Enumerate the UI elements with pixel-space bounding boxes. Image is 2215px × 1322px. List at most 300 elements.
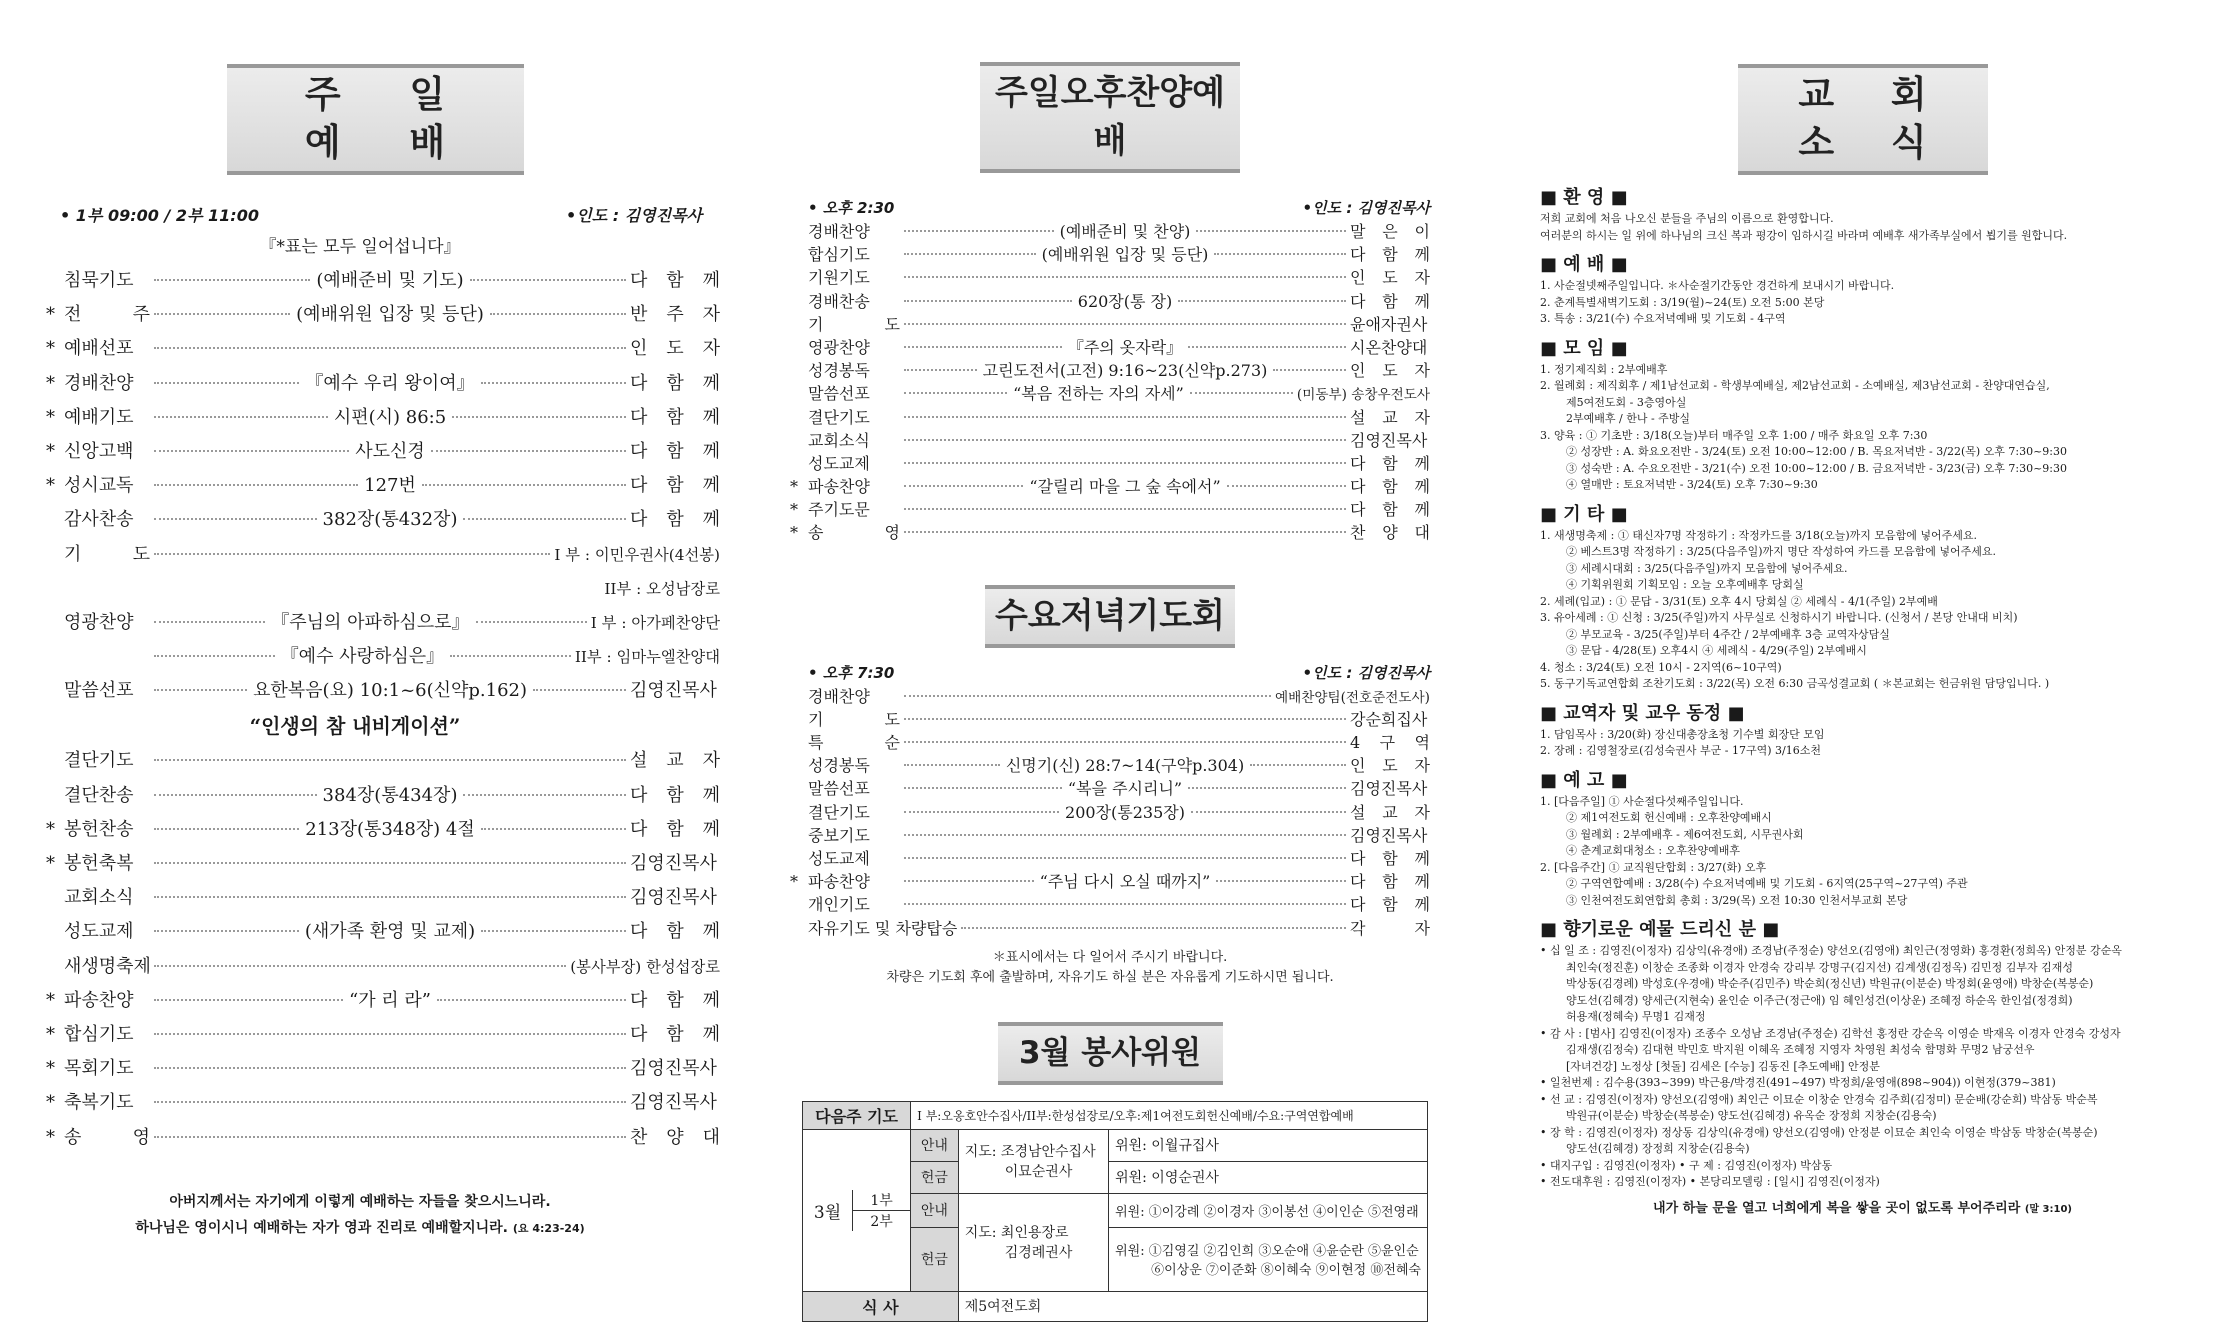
order-person: I 부 : 이민우권사(4선봉) xyxy=(554,545,720,564)
news-line: 2. 장례 : 김영철장로(김성숙권사 부군 - 17구역) 3/16소천 xyxy=(1540,744,1821,757)
order-label xyxy=(46,367,150,401)
order-row xyxy=(790,824,1430,847)
order-row xyxy=(30,744,720,778)
afternoon-time: • 오후 2:30 xyxy=(808,199,895,217)
sunday-service-column xyxy=(30,0,720,1240)
news-line: 박상동(김경례) 박성호(우경애) 박순주(김민주) 박순희(정신년) 박원규(이분순) 박정회(윤영애) 박창순(복봉순) xyxy=(1566,977,2094,990)
news-line: 허용재(정혜숙) 무명1 김재정 xyxy=(1566,1010,1706,1023)
order-content: 요한복음(요) 10:1~6(신약p.162) xyxy=(252,680,528,702)
order-label-text: 신앙고백 xyxy=(64,440,134,462)
order-label xyxy=(808,777,900,800)
order-content: 『예수 사랑하심은』 xyxy=(280,646,445,668)
news-line: ② 베스트3명 작정하기 : 3/25(다음주일)까지 명단 작성하여 카드를 모음함에 넣어주세요. xyxy=(1566,545,1996,558)
order-label-text: 말씀선포 xyxy=(64,680,134,702)
order-row xyxy=(790,801,1430,824)
p1-leader-2: 이묘순권사 xyxy=(1004,1164,1073,1181)
stand-marker: * xyxy=(46,440,55,462)
order-content: 『주의 옷자락』 xyxy=(1067,337,1183,357)
stand-marker: * xyxy=(46,1023,55,1045)
order-label-text: 봉헌찬송 xyxy=(64,818,134,840)
order-label-text: 기 도 xyxy=(808,709,900,729)
news-line: 양도선(김혜경) 양세근(지현숙) 윤인순 이주근(정근애) 임 혜인성건(이상운) 조혜정 하순옥 한인섭(정경희) xyxy=(1566,993,2073,1007)
order-person: 다 함 께 xyxy=(630,406,721,428)
order-person: 인 도 자 xyxy=(630,338,720,360)
order-content: “갈릴리 마을 그 숲 속에서” xyxy=(1029,477,1221,497)
volunteers-table xyxy=(802,1101,1428,1322)
news-line: ② 구역연합예배 : 3/28(수) 수요저녁예배 및 기도회 - 6지역(25구역~27구역) 주관 xyxy=(1566,877,1968,890)
order-label-text: 파송찬양 xyxy=(808,872,870,892)
order-label xyxy=(808,243,900,266)
footer-verse-2: 하나님은 영이시니 예배하는 자가 영과 진리로 예배할지니라. xyxy=(135,1219,509,1236)
sermon-title: “인생의 참 내비게이션” xyxy=(249,714,461,739)
order-row xyxy=(790,336,1430,359)
order-label-text: 성도교제 xyxy=(64,921,134,943)
order-person: 설 교 자 xyxy=(630,750,720,772)
order-label xyxy=(64,503,150,537)
order-row xyxy=(30,572,720,606)
stand-marker: * xyxy=(46,304,55,326)
order-person: 인 도 자 xyxy=(1350,268,1430,288)
news-line: 2. 세례(입교) : ① 문답 - 3/31(토) 오후 4시 당회실 ② 세례식 - 4/1(주일) 2부예배 xyxy=(1540,594,1938,608)
order-row xyxy=(790,359,1430,382)
stand-note: 『*표는 모두 일어섭니다』 xyxy=(259,237,461,257)
order-row xyxy=(30,984,720,1018)
news-line: ② 제1여전도회 헌신예배 : 오후찬양예배시 xyxy=(1566,811,1772,824)
order-row xyxy=(30,1052,720,1086)
order-person: 찬 양 대 xyxy=(630,1126,720,1148)
wednesday-order-list xyxy=(790,685,1430,940)
order-person: 다 함 께 xyxy=(1350,477,1431,497)
order-label-text: 교회소식 xyxy=(808,430,870,450)
order-person: 다 함 께 xyxy=(1350,453,1430,473)
order-label xyxy=(808,754,900,777)
order-content: 고린도전서(고전) 9:16~23(신약p.273) xyxy=(982,361,1268,381)
offering-label-1: 헌금 xyxy=(911,1161,959,1193)
order-person: 김영진목사 xyxy=(630,680,717,702)
p2-guide: 위원: ①이강례 ②이경자 ③이봉선 ④이인순 ⑤전영래 xyxy=(1109,1193,1428,1227)
order-label-text: 주기도문 xyxy=(808,500,870,520)
order-person: 다 함 께 xyxy=(630,270,720,291)
order-content: (예배준비 및 기도) xyxy=(316,270,464,291)
order-label xyxy=(64,744,150,778)
order-label xyxy=(808,313,900,336)
order-row xyxy=(790,893,1430,916)
order-label xyxy=(46,1052,150,1086)
order-label xyxy=(64,779,150,813)
stand-marker: * xyxy=(46,372,55,394)
order-content: 200장(통235장) xyxy=(1065,802,1185,822)
church-news-title: 교 회 소 식 xyxy=(1738,64,1988,175)
p2-leader: 지도: 최인용장로 xyxy=(964,1225,1069,1242)
stand-marker: * xyxy=(46,406,55,428)
order-row xyxy=(790,290,1430,313)
order-person: 김영진목사 xyxy=(630,887,717,909)
news-line: • 십 일 조 : 김영진(이정자) 김상익(유경애) 조경남(주정순) 양선오(김영애) 최인근(정영화) 홍경환(정희옥) 안정분 강순옥 xyxy=(1540,944,2122,957)
order-label-text: 기 도 xyxy=(808,314,900,334)
sunday-leader: •인도 : 김영진목사 xyxy=(566,206,702,225)
order-label-text: 기원기도 xyxy=(808,268,870,288)
news-line: 최인숙(정진훈) 이창순 조종화 이경자 안경숙 강리부 강명구(김지선) 김계생(김정옥) 김민정 김부자 김재성 xyxy=(1566,960,2074,974)
news-line: • 전도대후원 : 김영진(이정자) • 본당리모델링 : [일시] 김영진(이정자) xyxy=(1540,1175,1880,1188)
order-row xyxy=(790,429,1430,452)
order-row xyxy=(790,243,1430,266)
order-person: 말 은 이 xyxy=(1350,222,1431,241)
order-label-text: 새생명축제 xyxy=(64,955,151,977)
order-person: 다 함 께 xyxy=(630,921,721,943)
order-row xyxy=(790,382,1430,405)
order-person: II부 : 오성남장로 xyxy=(604,579,720,598)
news-line: • 장 학 : 김영진(이정자) 정상동 김상익(유경애) 양선오(김영애) 안정분 이묘순 최인숙 이영순 박삼동 박창순(복봉순) xyxy=(1540,1125,2098,1139)
news-footer: 내가 하늘 문을 열고 너희에게 복을 쌓을 곳이 없도록 부어주리라 xyxy=(1653,1200,2021,1216)
order-label xyxy=(46,813,150,847)
order-person: 다 함 께 xyxy=(630,989,721,1011)
order-row xyxy=(790,754,1430,777)
order-person: 다 함 께 xyxy=(630,475,720,497)
stand-marker: * xyxy=(790,477,798,497)
order-row xyxy=(30,915,720,949)
order-label xyxy=(790,475,900,498)
news-footer-ref: (말 3:10) xyxy=(2024,1203,2072,1215)
order-label xyxy=(808,452,900,475)
order-label xyxy=(46,1018,150,1052)
order-person: II부 : 임마누엘찬양대 xyxy=(574,648,720,667)
part2-label: 2부 xyxy=(870,1213,893,1230)
stand-marker: * xyxy=(46,1092,55,1114)
order-row xyxy=(790,870,1430,893)
order-person: 예배찬양팀(전호준전도사) xyxy=(1274,689,1430,706)
order-row xyxy=(30,950,720,984)
order-content: (예배위원 입장 및 등단) xyxy=(1041,245,1209,265)
order-label xyxy=(790,521,900,544)
news-line: 2. 월례회 : 제직회후 / 제1남선교회 - 학생부예배실, 제2남선교회 - 소예배실, 제3남선교회 - 찬양대연습실, xyxy=(1540,379,2050,392)
order-label xyxy=(808,220,900,243)
order-label-text: 영광찬양 xyxy=(64,611,134,633)
order-content: “복음 전하는 자의 자세” xyxy=(1013,384,1184,404)
order-label xyxy=(808,685,900,708)
order-person: 다 함 께 xyxy=(630,818,721,840)
order-label xyxy=(46,984,150,1018)
next-prayer-label: 다음주 기도 xyxy=(803,1101,911,1129)
next-prayer: I 부:오옹호안수집사/II부:한성섭장로/오후:제1여전도회헌신예배/수요:구역연합예배 xyxy=(911,1101,1428,1129)
wednesday-service-title: 수요저녁기도회 xyxy=(985,585,1235,648)
order-content: 시편(시) 86:5 xyxy=(333,406,447,428)
sunday-time: • 1부 09:00 / 2부 11:00 xyxy=(60,206,259,225)
order-person: 설 교 자 xyxy=(1350,802,1430,822)
order-label-text: 송 영 xyxy=(808,523,900,543)
order-label-text: 결단기도 xyxy=(64,750,134,772)
p2-offering-2: ⑥이상운 ⑦이준화 ⑧이혜숙 ⑨이현정 ⑩전혜숙 xyxy=(1151,1263,1421,1279)
order-row xyxy=(790,847,1430,870)
order-person: 다 함 께 xyxy=(1350,245,1431,265)
news-line: ② 부모교육 - 3/25(주일)부터 4주간 / 2부예배후 3층 교역자상담실 xyxy=(1566,627,1890,641)
order-label xyxy=(808,336,900,359)
order-row xyxy=(790,498,1430,521)
order-label xyxy=(64,264,150,298)
part1-label: 1부 xyxy=(853,1190,910,1211)
order-row xyxy=(30,538,720,572)
order-person: 김영진목사 xyxy=(630,1058,717,1080)
order-content: 213장(통348장) 4절 xyxy=(305,818,475,840)
order-label xyxy=(46,435,150,469)
news-line: 1. 사순절넷째주일입니다. ＊사순절기간동안 경건하게 보내시기 바랍니다. xyxy=(1540,279,1895,292)
guide-label-2: 안내 xyxy=(911,1193,959,1227)
order-label-text: 합심기도 xyxy=(64,1023,134,1045)
order-content: 127번 xyxy=(364,475,416,497)
news-line: ③ 월례회 : 2부예배후 - 제6여전도회, 시무권사회 xyxy=(1566,827,1804,841)
stand-marker: * xyxy=(46,1058,55,1080)
news-line: 여러분의 하시는 일 위에 하나님의 크신 복과 평강이 임하시길 바라며 예배후 새가족부실에서 뵙기를 원합니다. xyxy=(1540,228,2068,242)
order-label-text: 교회소식 xyxy=(64,887,134,909)
stand-marker: * xyxy=(46,853,55,874)
order-label-text: 합심기도 xyxy=(808,245,870,265)
order-label-text: 파송찬양 xyxy=(64,989,134,1011)
order-row xyxy=(30,674,720,708)
offering-label-2: 헌금 xyxy=(911,1227,959,1291)
news-line: ③ 성숙반 : A. 수요오전반 - 3/21(수) 오전 10:00~12:00 / B. 금요저녁반 - 3/23(금) 오후 7:30~9:30 xyxy=(1566,461,2068,475)
order-label-text: 자유기도 및 차량탑승 xyxy=(808,918,958,938)
order-person: 다 함 께 xyxy=(630,509,721,531)
order-row xyxy=(790,266,1430,289)
order-content: (예배위원 입장 및 등단) xyxy=(296,304,484,326)
order-person: 인 도 자 xyxy=(1350,361,1431,381)
stand-marker: * xyxy=(790,872,798,892)
news-section-heading: ■ 교역자 및 교우 동정 ■ xyxy=(1540,702,1745,724)
order-label xyxy=(64,674,150,708)
order-row xyxy=(790,521,1430,544)
order-row xyxy=(30,640,720,674)
order-label xyxy=(808,266,900,289)
order-label-text: 말씀선포 xyxy=(808,384,870,404)
order-label xyxy=(808,382,900,405)
order-label-text: 개인기도 xyxy=(808,895,870,915)
stand-marker: * xyxy=(790,523,798,543)
order-label-text: 목회기도 xyxy=(64,1058,134,1080)
news-line: 2. [다음주간] ① 교직원단합회 : 3/27(화) 오후 xyxy=(1540,860,1767,874)
order-label xyxy=(790,870,900,893)
news-line: 박원규(이분순) 박창순(복봉순) 양도선(김혜경) 유옥순 장정희 지창순(김용숙) xyxy=(1566,1109,1937,1122)
order-content: (새가족 환영 및 교제) xyxy=(304,921,476,943)
order-label-text: 전 주 xyxy=(64,304,150,326)
order-label xyxy=(808,847,900,870)
order-row xyxy=(30,1121,720,1155)
order-label xyxy=(808,708,900,731)
order-person: 강순희집사 xyxy=(1350,709,1428,729)
order-label-text: 예배선포 xyxy=(64,338,134,360)
order-label-text: 예배기도 xyxy=(64,406,134,428)
news-line: ④ 기획위원회 기획모임 : 오늘 오후예배후 당회실 xyxy=(1566,578,1804,591)
order-label-text: 경배찬양 xyxy=(64,372,134,394)
order-row xyxy=(790,777,1430,800)
order-label-text: 성도교제 xyxy=(808,848,870,868)
order-label-text: 특 순 xyxy=(808,733,900,752)
order-person: 다 함 께 xyxy=(630,1023,720,1045)
order-label xyxy=(46,847,150,881)
order-content: 384장(통434장) xyxy=(322,784,458,806)
order-label xyxy=(808,801,900,824)
news-line: • 일천번제 : 김수용(393~399) 박근용/박경진(491~497) 박정희/윤영애(898~904)) 이현정(379~381) xyxy=(1540,1076,2056,1089)
order-person: 4 구 역 xyxy=(1350,733,1430,752)
news-line: 1. 담임목사 : 3/20(화) 장신대총장초청 기수별 회장단 모임 xyxy=(1540,727,1825,741)
news-section-heading: ■ 예 고 ■ xyxy=(1540,769,1628,791)
news-line: • 선 교 : 김영진(이정자) 양선오(김영애) 최인근 이묘순 이창순 안경숙 김주희(김정미) 문순배(강순희) 박삼동 박순복 xyxy=(1540,1092,2098,1106)
order-content: 『주님의 아파하심으로』 xyxy=(271,611,470,633)
order-person: 다 함 께 xyxy=(1350,500,1430,520)
volunteers-title: 3월 봉사위원 xyxy=(998,1022,1223,1085)
order-content: 620장(통 장) xyxy=(1077,291,1173,311)
news-section-heading: ■ 예 배 ■ xyxy=(1540,254,1628,275)
news-line: ④ 열매반 : 토요저녁반 - 3/24(토) 오후 7:30~9:30 xyxy=(1566,478,1818,491)
p1-leader: 지도: 조경남안수집사 xyxy=(964,1144,1096,1161)
news-line: • 감 사 : [범사] 김영진(이정자) 조종수 오성남 조경남(주정순) 김학선 홍정란 강순옥 이영순 박재옥 이경자 안경숙 강성자 xyxy=(1540,1026,2121,1040)
order-label-text: 성경봉독 xyxy=(808,756,870,776)
order-label-text: 경배찬양 xyxy=(808,686,870,706)
month-label: 3월 xyxy=(803,1190,853,1231)
news-line: 4. 청소 : 3/24(토) 오전 10시 - 2지역(6~10구역) xyxy=(1540,660,1782,674)
order-label-text: 송 영 xyxy=(64,1126,150,1148)
order-person: 김영진목사 xyxy=(630,853,717,874)
guide-label-1: 안내 xyxy=(911,1129,959,1161)
order-person: 찬 양 대 xyxy=(1350,523,1430,543)
order-row xyxy=(30,298,720,332)
order-content: 『예수 우리 왕이여』 xyxy=(305,372,475,394)
order-row xyxy=(790,406,1430,429)
news-section-heading: ■ 기 타 ■ xyxy=(1540,503,1628,525)
order-row xyxy=(790,708,1430,731)
order-person: 다 함 께 xyxy=(1350,848,1430,868)
order-label-text: 결단찬송 xyxy=(64,784,134,806)
stand-marker: * xyxy=(46,989,55,1011)
sunday-order-list-2 xyxy=(30,744,720,1154)
order-label-text: 성도교제 xyxy=(808,453,870,473)
order-row xyxy=(790,220,1430,243)
order-person: 다 함 께 xyxy=(630,372,721,394)
order-row xyxy=(30,1018,720,1052)
order-label xyxy=(64,950,150,984)
news-section-heading: ■ 모 임 ■ xyxy=(1540,337,1628,359)
news-line: [자녀건강] 노정상 [첫돌] 김세은 [수능] 김동진 [추도예배] 안정분 xyxy=(1566,1059,1880,1073)
order-label-text: 성시교독 xyxy=(64,475,134,497)
p2-offering-1: 위원: ①김영길 ②김인희 ③오순애 ④윤순란 ⑤윤인순 xyxy=(1115,1244,1419,1260)
order-row xyxy=(30,779,720,813)
order-content: 사도신경 xyxy=(355,440,425,462)
order-label xyxy=(64,606,150,640)
afternoon-leader: •인도 : 김영진목사 xyxy=(1302,199,1430,217)
news-line: 2. 춘계특별새벽기도회 : 3/19(월)~24(토) 오전 5:00 본당 xyxy=(1540,295,1825,309)
wednesday-leader: •인도 : 김영진목사 xyxy=(1302,663,1430,682)
order-row xyxy=(790,731,1430,754)
news-line: 김재생(김정숙) 김대현 박민호 박지원 이혜옥 조혜정 지영자 차영원 최성숙 함명화 무명2 남궁선우 xyxy=(1566,1043,2035,1056)
p2-leader-2: 김경례권사 xyxy=(1004,1245,1073,1262)
order-row xyxy=(30,435,720,469)
stand-marker: * xyxy=(46,1126,55,1148)
order-label-text: 경배찬송 xyxy=(808,291,870,311)
news-line: 3. 특송 : 3/21(수) 수요저녁예배 및 기도회 - 4구역 xyxy=(1540,312,1786,325)
order-person: 설 교 자 xyxy=(1350,407,1430,427)
order-label xyxy=(46,1086,150,1120)
stand-marker: * xyxy=(46,475,55,497)
news-section-heading: ■ 향기로운 예물 드리신 분 ■ xyxy=(1540,919,1780,940)
order-label xyxy=(808,893,900,916)
order-content: “주님 다시 오실 때까지” xyxy=(1039,872,1211,892)
order-person: (봉사부장) 한성섭장로 xyxy=(570,957,720,976)
order-label-text: 결단기도 xyxy=(808,407,870,427)
order-row xyxy=(790,685,1430,708)
sunday-service-title: 주 일 예 배 xyxy=(227,64,524,175)
afternoon-order-list xyxy=(790,220,1430,545)
order-label xyxy=(808,429,900,452)
church-news-column xyxy=(1540,0,2185,1240)
order-person: 반 주 자 xyxy=(630,304,721,326)
order-label xyxy=(46,1121,150,1155)
stand-marker: * xyxy=(46,338,55,360)
news-line: 제5여전도회 - 3층영아실 xyxy=(1566,395,1687,409)
order-label-text: 성경봉독 xyxy=(808,361,870,381)
order-label-text: 봉헌축복 xyxy=(64,853,134,874)
footer-verse-1: 아버지께서는 자기에게 이렇게 예배하는 자들을 찾으시느니라. xyxy=(169,1193,551,1210)
wednesday-time: • 오후 7:30 xyxy=(808,663,895,682)
order-person: 윤애자권사 xyxy=(1350,314,1428,334)
stand-note-2: ＊표시에서는 다 일어서 주시기 바랍니다. xyxy=(992,949,1228,965)
order-row xyxy=(30,503,720,537)
order-content: 382장(통432장) xyxy=(322,509,458,531)
order-person: 김영진목사 xyxy=(1350,430,1428,450)
order-label xyxy=(64,915,150,949)
order-label xyxy=(808,290,900,313)
news-line: 3. 양육 : ① 기초반 : 3/18(오늘)부터 매주일 오후 1:00 / 매주 화요일 오후 7:30 xyxy=(1540,428,1928,442)
order-row xyxy=(30,401,720,435)
order-label xyxy=(808,359,900,382)
afternoon-service-title: 주일오후찬양예배 xyxy=(980,62,1240,173)
order-person: 시온찬양대 xyxy=(1350,337,1428,357)
order-label xyxy=(46,332,150,366)
order-label-text: 축복기도 xyxy=(64,1092,134,1114)
order-row xyxy=(30,606,720,640)
order-label-text: 경배찬양 xyxy=(808,222,870,241)
order-label-text: 기 도 xyxy=(64,543,150,565)
order-label-text: 중보기도 xyxy=(808,825,870,845)
p1-offering: 위원: 이영순권사 xyxy=(1109,1161,1428,1193)
middle-column xyxy=(790,0,1431,1317)
order-label-text: 감사찬송 xyxy=(64,509,134,531)
order-row xyxy=(30,332,720,366)
stand-marker: * xyxy=(46,818,55,840)
order-label xyxy=(808,731,900,754)
news-line: ③ 문답 - 4/28(토) 오후4시 ④ 세례식 - 4/29(주일) 2부예배시 xyxy=(1566,644,1867,657)
vehicle-note: 차량은 기도회 후에 출발하며, 자유기도 하실 분은 자유롭게 기도하시면 됩니다. xyxy=(886,969,1334,985)
news-line: 양도선(김혜경) 장정희 지창순(김용숙) xyxy=(1566,1142,1750,1155)
order-label-text: 침묵기도 xyxy=(64,270,134,291)
order-label-text: 결단기도 xyxy=(808,802,870,822)
order-label xyxy=(46,298,150,332)
news-line: 1. [다음주일] ① 사순절다섯째주일입니다. xyxy=(1540,794,1744,808)
order-row xyxy=(790,452,1430,475)
news-section-heading: ■ 환 영 ■ xyxy=(1540,187,1628,208)
meal-label: 식 사 xyxy=(803,1291,959,1321)
order-content: “가 리 라” xyxy=(349,989,432,1011)
order-label xyxy=(64,881,150,915)
news-line: 3. 유아세례 : ① 신청 : 3/25(주일)까지 사무실로 신청하시기 바랍니다. (신청서 / 본당 안내대 비치) xyxy=(1540,611,2018,624)
order-person: 다 함 께 xyxy=(630,784,721,806)
order-row xyxy=(30,881,720,915)
order-label xyxy=(46,401,150,435)
order-row xyxy=(790,917,1430,940)
news-line: 저희 교회에 처음 나오신 분들을 주님의 이름으로 환영합니다. xyxy=(1540,212,1834,225)
order-person: (미동부) 송창우전도사 xyxy=(1296,387,1431,404)
order-row xyxy=(790,313,1430,336)
news-line: 5. 동구기독교연합회 조찬기도회 : 3/22(목) 오전 6:30 금곡성결교회 ( ＊본교회는 헌금위원 담당입니다. ) xyxy=(1540,677,2050,690)
news-line: ④ 춘계교회대청소 : 오후찬양예배후 xyxy=(1566,844,1740,857)
stand-marker: * xyxy=(790,500,798,520)
